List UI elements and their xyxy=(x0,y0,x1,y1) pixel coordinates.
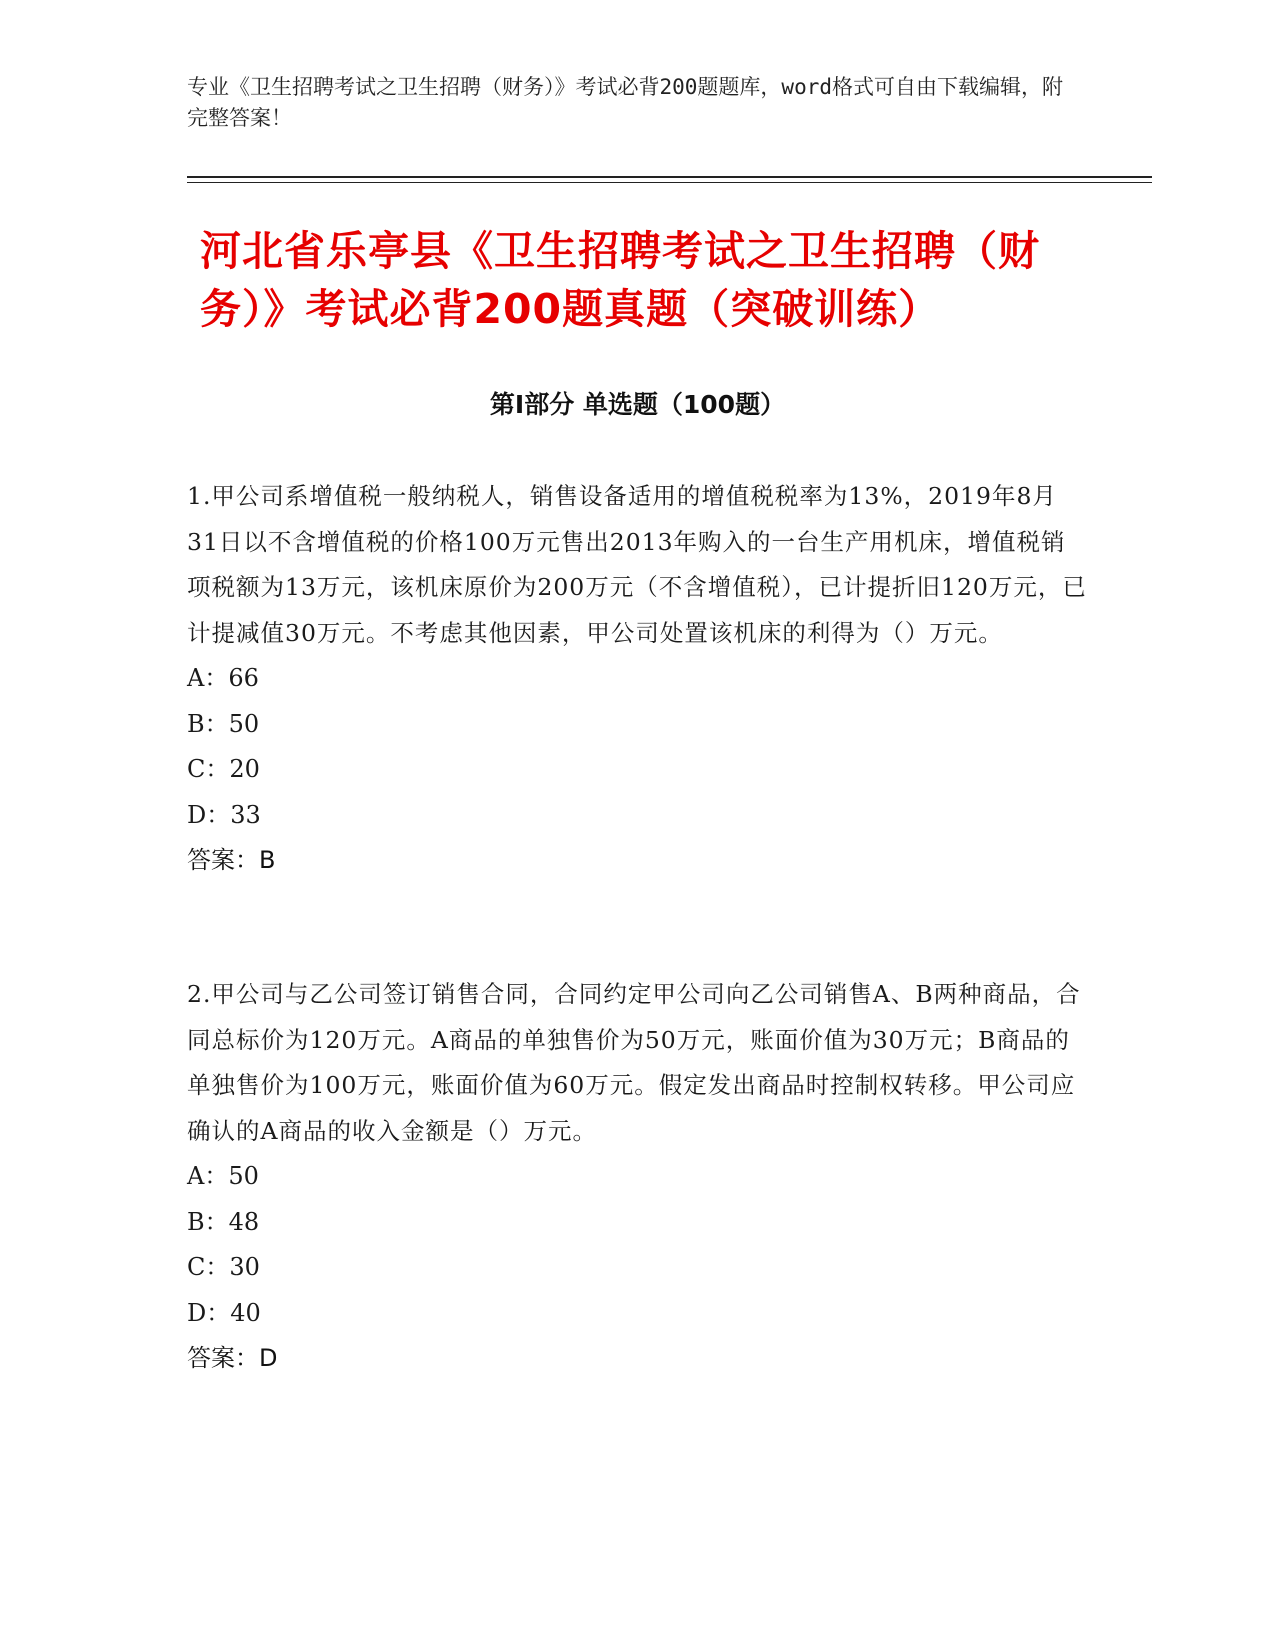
question-stem: 2.甲公司与乙公司签订销售合同，合同约定甲公司向乙公司销售A、B两种商品，合同总标价为120万元。A商品的单独售价为50万元，账面价值为30万元；B商品的单独售价为100万元，账面价值为60万元。假定发出商品时控制权转移。甲公司应确认的A商品的收入金额是（）万元。 xyxy=(187,980,1081,1145)
answer-text: 答案：B xyxy=(187,846,276,874)
question-2 xyxy=(187,972,1087,1382)
header-rule-thin xyxy=(187,182,1152,183)
option-d: D：40 xyxy=(187,1298,261,1327)
question-1 xyxy=(187,474,1087,884)
option-a: A：66 xyxy=(187,664,259,692)
question-stem: 1.甲公司系增值税一般纳税人，销售设备适用的增值税税率为13%，2019年8月31日以不含增值税的价格100万元售出2013年购入的一台生产用机床，增值税销项税额为13万元，该机床原价为200万元（不含增值税），已计提折旧120万元，已计提减值30万元。不考虑其他因素，甲公司处置该机床的利得为（）万元。 xyxy=(187,482,1087,647)
option-d: D：33 xyxy=(187,800,261,829)
option-b: B：48 xyxy=(187,1207,260,1236)
option-c: C：20 xyxy=(187,755,260,783)
option-a: A：50 xyxy=(187,1162,259,1190)
document-title: 河北省乐亭县《卫生招聘考试之卫生招聘（财务）》考试必背200题真题（突破训练） xyxy=(200,227,1040,333)
header-note: 专业《卫生招聘考试之卫生招聘（财务）》考试必背200题题库，word格式可自由下载编辑，附完整答案！ xyxy=(187,75,1063,130)
answer-text: 答案：D xyxy=(187,1344,278,1372)
option-c: C：30 xyxy=(187,1253,260,1281)
section-title: 第I部分 单选题（100题） xyxy=(489,390,786,419)
option-b: B：50 xyxy=(187,709,260,738)
header-rule-thick xyxy=(187,176,1152,178)
